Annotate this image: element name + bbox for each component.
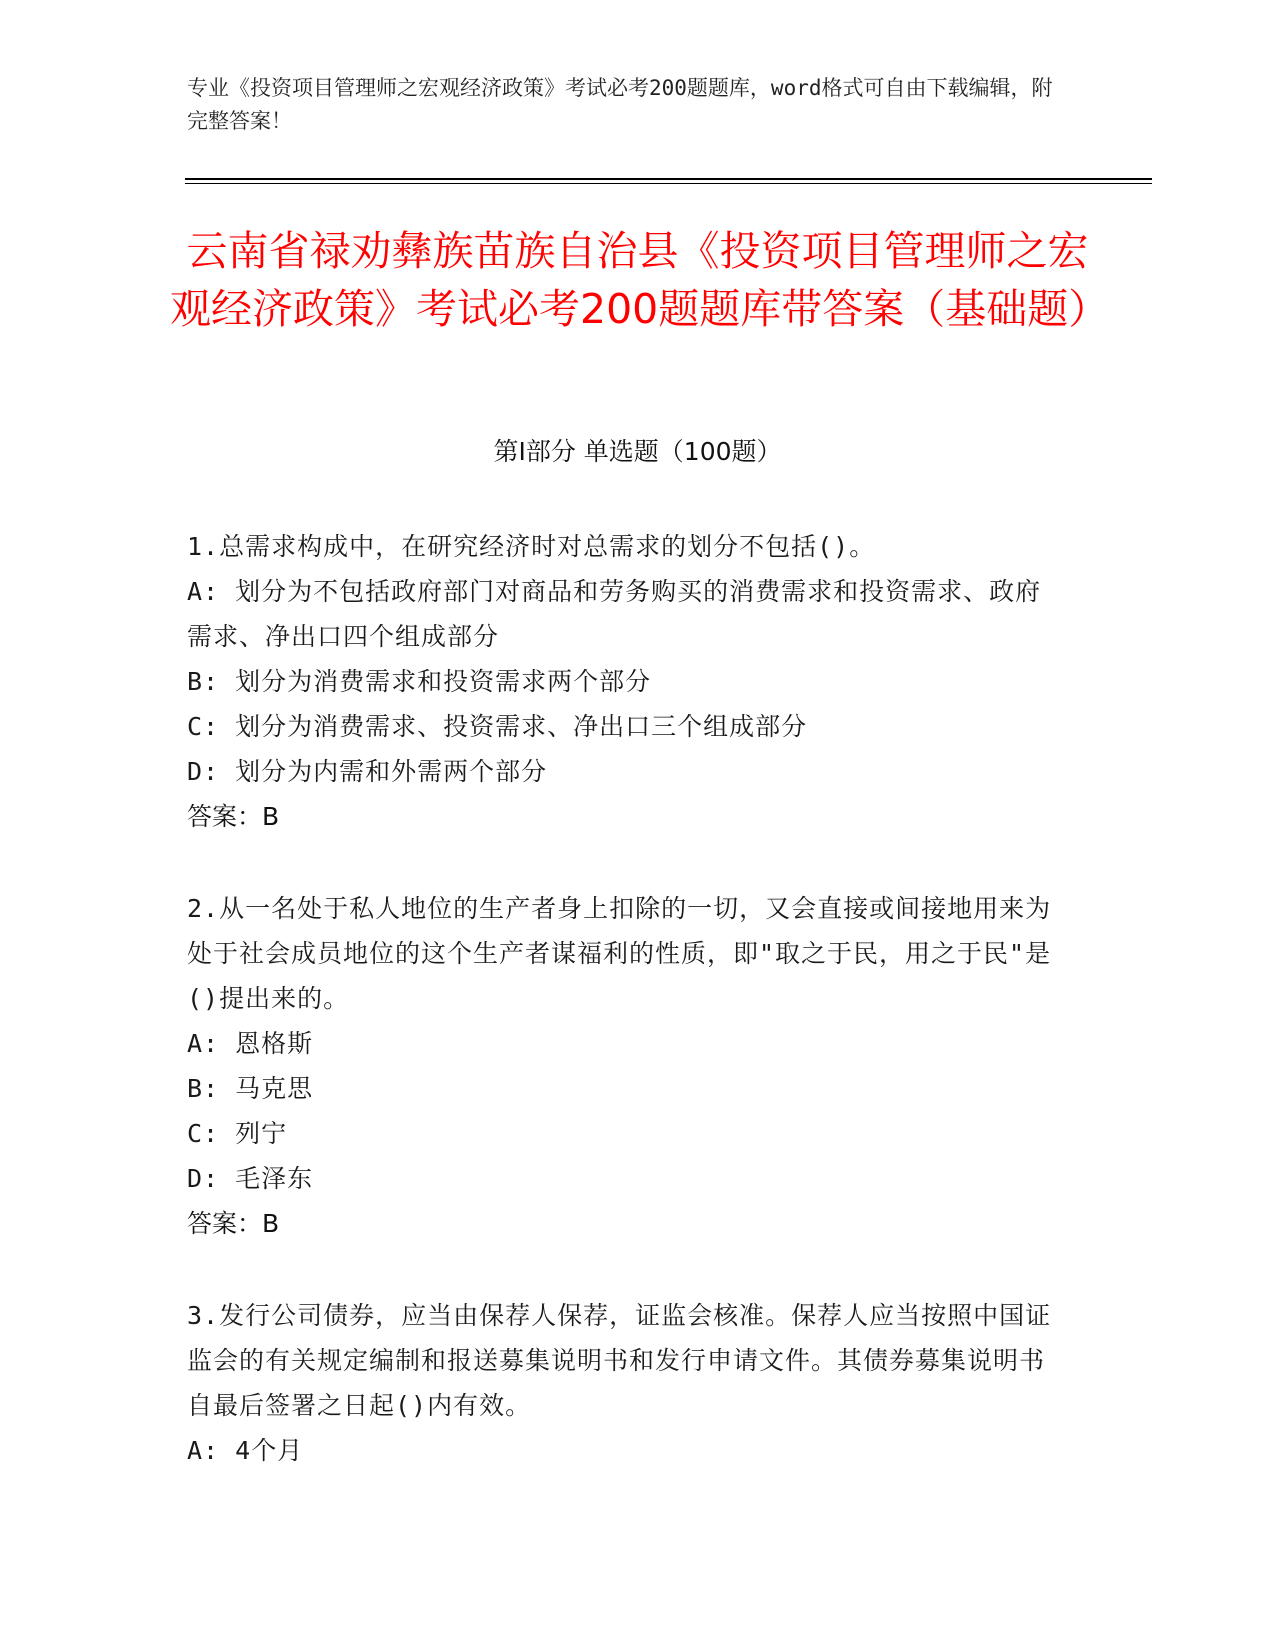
question-text: 2.从一名处于私人地位的生产者身上扣除的一切，又会直接或间接地用来为处于社会成员地位的这个生产者谋福利的性质，即"取之于民，用之于民"是()提出来的。: [187, 894, 1052, 1013]
header-rule-thick: [185, 178, 1152, 180]
option-c: C: 列宁: [187, 1119, 288, 1148]
header-note: 专业《投资项目管理师之宏观经济政策》考试必考200题题库，word格式可自由下载编辑，附完整答案！: [187, 76, 1053, 133]
question-text: 3.发行公司债券，应当由保荐人保荐，证监会核准。保荐人应当按照中国证监会的有关规定编制和报送募集说明书和发行申请文件。其债券募集说明书自最后签署之日起()内有效。: [187, 1301, 1052, 1420]
question-2: [187, 886, 1067, 1246]
question-list: [187, 524, 1067, 1520]
option-b: B: 划分为消费需求和投资需求两个部分: [187, 667, 652, 696]
option-b: B: 马克思: [187, 1074, 314, 1103]
option-d: D: 毛泽东: [187, 1164, 314, 1193]
section-heading: 第I部分 单选题（100题）: [493, 437, 782, 466]
option-a: A: 恩格斯: [187, 1029, 314, 1058]
option-a: A: 4个月: [187, 1436, 304, 1465]
option-a: A: 划分为不包括政府部门对商品和劳务购买的消费需求和投资需求、政府需求、净出口四个组成部分: [187, 577, 1042, 651]
answer: 答案：B: [187, 802, 280, 831]
question-text: 1.总需求构成中，在研究经济时对总需求的划分不包括()。: [187, 532, 876, 561]
document-title: 云南省禄劝彝族苗族自治县《投资项目管理师之宏观经济政策》考试必考200题题库带答案（基础题）: [170, 227, 1110, 333]
header-rule-thin: [185, 183, 1152, 184]
question-1: [187, 524, 1067, 839]
answer: 答案：B: [187, 1209, 280, 1238]
option-c: C: 划分为消费需求、投资需求、净出口三个组成部分: [187, 712, 808, 741]
option-d: D: 划分为内需和外需两个部分: [187, 757, 548, 786]
question-3: [187, 1293, 1067, 1473]
